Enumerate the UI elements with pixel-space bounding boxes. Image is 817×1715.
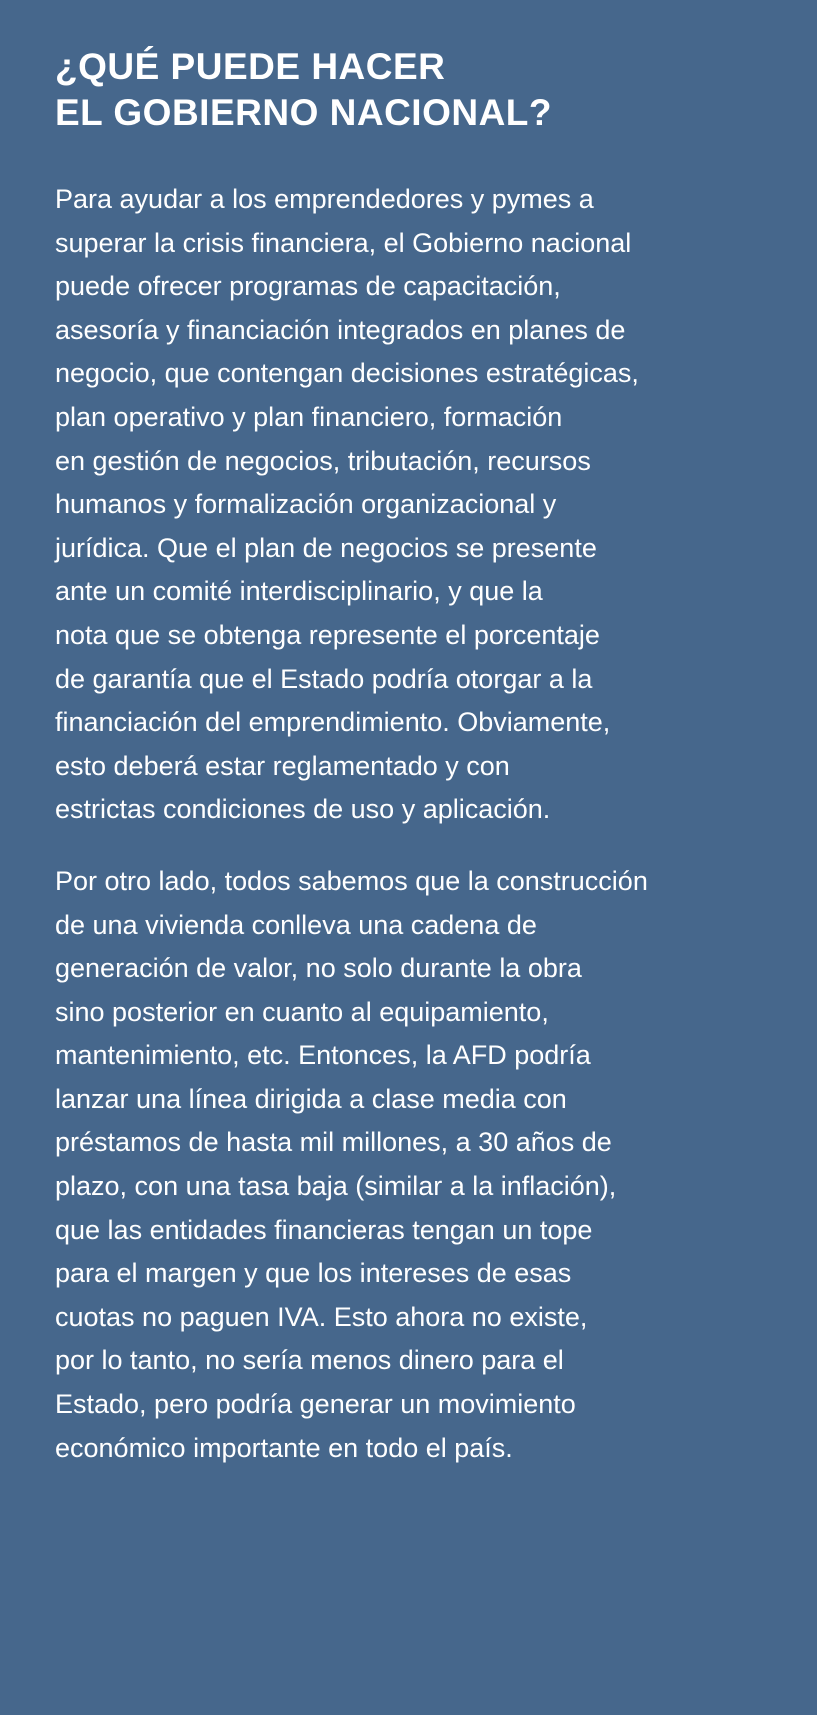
- paragraph-1: [55, 178, 777, 832]
- text-line: plan operativo y plan financiero, formación: [55, 401, 563, 432]
- text-line: Por otro lado, todos sabemos que la construcción: [55, 865, 648, 896]
- text-line: préstamos de hasta mil millones, a 30 años de: [55, 1127, 612, 1158]
- text-line: de garantía que el Estado podría otorgar a la: [55, 663, 593, 694]
- text-line: para el margen y que los intereses de esas: [55, 1258, 572, 1289]
- article-body: [55, 178, 777, 1470]
- paragraph-2: [55, 860, 777, 1470]
- text-line: jurídica. Que el plan de negocios se presente: [55, 532, 597, 563]
- text-line: plazo, con una tasa baja (similar a la inflación),: [55, 1171, 617, 1202]
- text-line: cuotas no paguen IVA. Esto ahora no existe,: [55, 1301, 588, 1332]
- text-line: humanos y formalización organizacional y: [55, 489, 557, 520]
- text-line: de una vivienda conlleva una cadena de: [55, 909, 537, 940]
- text-line: asesoría y financiación integrados en planes de: [55, 314, 626, 345]
- text-line: por lo tanto, no sería menos dinero para el: [55, 1345, 564, 1376]
- text-line: nota que se obtenga represente el porcentaje: [55, 619, 600, 650]
- text-line: financiación del emprendimiento. Obviamente,: [55, 707, 611, 738]
- text-line: negocio, que contengan decisiones estratégicas,: [55, 358, 639, 389]
- text-line: superar la crisis financiera, el Gobierno nacional: [55, 227, 632, 258]
- section-title: [55, 44, 777, 136]
- title-line: ¿QUÉ PUEDE HACER: [55, 46, 446, 87]
- text-line: estrictas condiciones de uso y aplicación.: [55, 794, 551, 825]
- text-line: esto deberá estar reglamentado y con: [55, 750, 510, 781]
- text-line: Para ayudar a los emprendedores y pymes a: [55, 184, 594, 214]
- text-line: lanzar una línea dirigida a clase media con: [55, 1083, 567, 1114]
- text-line: ante un comité interdisciplinario, y que la: [55, 576, 543, 607]
- text-line: en gestión de negocios, tributación, recursos: [55, 445, 591, 476]
- text-line: Estado, pero podría generar un movimiento: [55, 1389, 576, 1420]
- text-line: mantenimiento, etc. Entonces, la AFD podría: [55, 1040, 591, 1071]
- title-line: EL GOBIERNO NACIONAL?: [55, 92, 552, 133]
- text-line: económico importante en todo el país.: [55, 1432, 513, 1463]
- text-line: sino posterior en cuanto al equipamiento,: [55, 996, 549, 1027]
- text-line: que las entidades financieras tengan un tope: [55, 1214, 593, 1245]
- text-line: puede ofrecer programas de capacitación,: [55, 271, 561, 302]
- text-line: generación de valor, no solo durante la obra: [55, 953, 582, 984]
